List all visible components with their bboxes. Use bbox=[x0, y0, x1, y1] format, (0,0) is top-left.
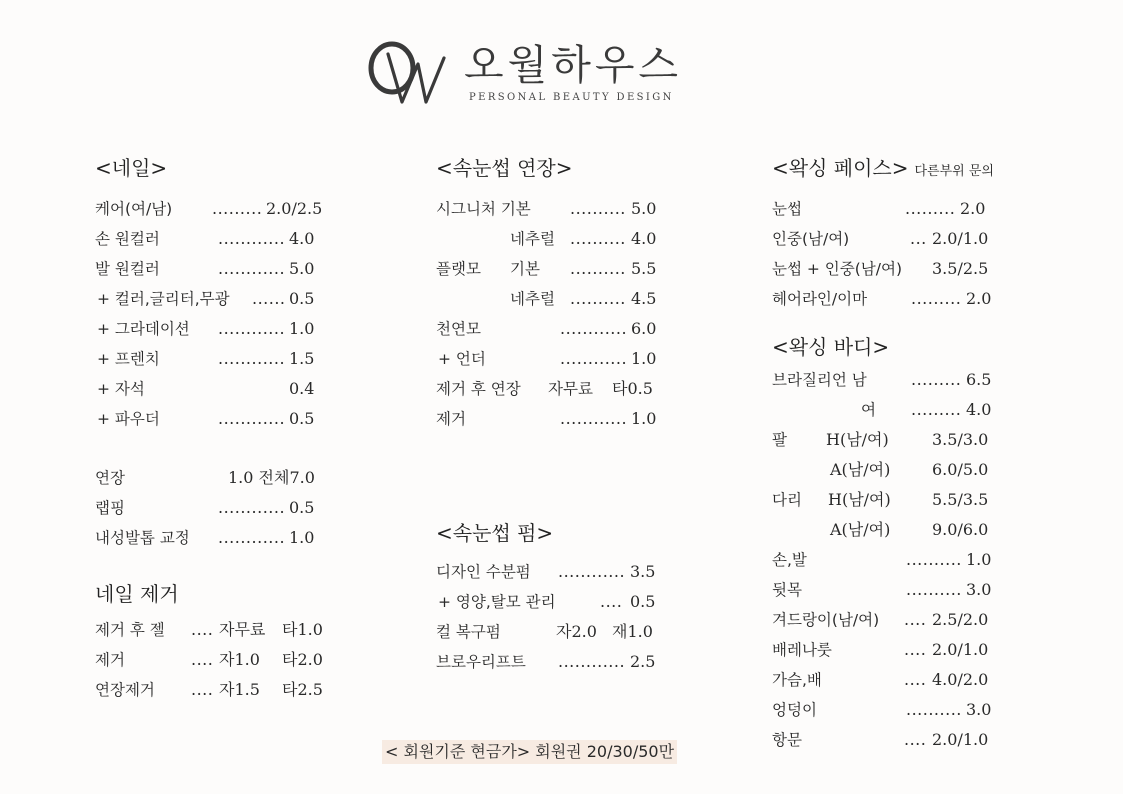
item-dots: .......... bbox=[570, 289, 626, 308]
item-dots: .......... bbox=[570, 199, 626, 218]
item-label: 천연모 bbox=[436, 320, 481, 338]
item-dots: .... bbox=[191, 620, 214, 639]
item-dots: .......... bbox=[906, 580, 962, 599]
item-dots: ............ bbox=[218, 319, 286, 338]
section-title-wax-body: <왁싱 바디> bbox=[772, 335, 890, 359]
item-label: 겨드랑이(남/여) bbox=[772, 611, 880, 629]
item-label: + 그라데이션 bbox=[97, 320, 190, 338]
brand-name: 오월하우스 bbox=[464, 41, 683, 89]
item-price: 6.0/5.0 bbox=[932, 460, 989, 479]
item-price: 3.5 bbox=[630, 562, 656, 581]
item-price: 2.0 bbox=[960, 199, 986, 218]
item-dots: ............ bbox=[558, 562, 626, 581]
item-dots: .... bbox=[191, 650, 214, 669]
item-dots: ............ bbox=[218, 349, 286, 368]
item-dots: ............ bbox=[560, 349, 628, 368]
item-label: 엉덩이 bbox=[772, 701, 817, 719]
item-price: 5.0 bbox=[631, 199, 657, 218]
item-price: 0.5 bbox=[289, 498, 315, 517]
item-dots: .... bbox=[904, 730, 927, 749]
item-label: 브라질리언 남 bbox=[772, 371, 867, 389]
item-label: 발 원컬러 bbox=[95, 260, 160, 278]
section-title-lash-extension: <속눈썹 연장> bbox=[436, 156, 573, 180]
item-dots: ......... bbox=[911, 400, 962, 419]
section-title-nail-removal: 네일 제거 bbox=[95, 582, 179, 606]
ow-monogram-icon bbox=[366, 36, 450, 106]
item-price-own: 자1.0 bbox=[219, 650, 260, 669]
section-title-text: <왁싱 페이스> bbox=[772, 156, 909, 180]
item-label: 팔 bbox=[772, 431, 787, 449]
item-price: 4.0 bbox=[289, 229, 315, 248]
item-label: 내성발톱 교정 bbox=[95, 529, 190, 547]
item-label: 연장 bbox=[95, 469, 125, 487]
item-price: 0.5 bbox=[630, 592, 656, 611]
item-price: 0.4 bbox=[289, 379, 315, 398]
item-label: 디자인 수분펌 bbox=[436, 563, 531, 581]
item-price: 2.5 bbox=[630, 652, 656, 671]
item-label: 플랫모 bbox=[436, 260, 481, 278]
item-dots: ......... bbox=[911, 370, 962, 389]
item-dots: .... bbox=[904, 670, 927, 689]
item-price: 4.5 bbox=[631, 289, 657, 308]
item-price: 4.0/2.0 bbox=[932, 670, 989, 689]
item-price: 2.0/2.5 bbox=[266, 199, 323, 218]
item-label: 눈썹 bbox=[772, 200, 802, 218]
item-dots: .... bbox=[904, 610, 927, 629]
section-note: 다른부위 문의 bbox=[914, 164, 994, 179]
item-dots: ............ bbox=[218, 409, 286, 428]
item-price-other: 타2.0 bbox=[282, 650, 323, 669]
item-dots: .... bbox=[600, 592, 623, 611]
item-price: 5.5/3.5 bbox=[932, 490, 989, 509]
item-label: 제거 후 젤 bbox=[95, 621, 165, 639]
item-dots: .......... bbox=[570, 259, 626, 278]
item-label: 뒷목 bbox=[772, 581, 802, 599]
item-note: 자무료 bbox=[548, 380, 593, 398]
item-sublabel: H(남/여) bbox=[828, 490, 891, 509]
item-label: 배레나룻 bbox=[772, 641, 832, 659]
item-price: 1.0 bbox=[966, 550, 992, 569]
item-price-redo: 재1.0 bbox=[612, 622, 653, 641]
item-dots: ............ bbox=[560, 319, 628, 338]
item-label: 인중(남/여) bbox=[772, 230, 850, 248]
item-dots: .......... bbox=[570, 229, 626, 248]
item-label: 네추럴 bbox=[510, 290, 555, 308]
item-price: 1.5 bbox=[289, 349, 315, 368]
item-label: 브로우리프트 bbox=[436, 653, 526, 671]
item-dots: ............ bbox=[218, 498, 286, 517]
item-price: 3.0 bbox=[966, 580, 992, 599]
item-label: + 언더 bbox=[438, 350, 486, 368]
item-price: 6.5 bbox=[966, 370, 992, 389]
item-price: 1.0 전체7.0 bbox=[228, 468, 315, 487]
item-price: 2.5/2.0 bbox=[932, 610, 989, 629]
membership-footer: < 회원기준 현금가> 회원권 20/30/50만 bbox=[382, 740, 677, 764]
item-price-other: 타2.5 bbox=[282, 680, 323, 699]
item-dots: ......... bbox=[911, 289, 962, 308]
section-title-lash-perm: <속눈썹 펌> bbox=[436, 521, 554, 545]
item-dots: .... bbox=[904, 640, 927, 659]
item-price: 3.0 bbox=[966, 700, 992, 719]
section-title-wax-face bbox=[772, 152, 994, 181]
item-label: + 파우더 bbox=[97, 410, 160, 428]
item-price: 1.0 bbox=[289, 319, 315, 338]
item-dots: .... bbox=[191, 680, 214, 699]
item-sublabel: 기본 bbox=[510, 260, 540, 278]
item-sublabel: H(남/여) bbox=[826, 430, 889, 449]
item-label: + 프렌치 bbox=[97, 350, 160, 368]
item-label: 제거 bbox=[436, 410, 466, 428]
item-label: A(남/여) bbox=[830, 520, 891, 539]
item-dots: ......... bbox=[212, 199, 263, 218]
item-label: + 영양,탈모 관리 bbox=[438, 593, 556, 611]
item-dots: ...... bbox=[252, 289, 286, 308]
item-label: 시그니처 기본 bbox=[436, 200, 531, 218]
item-price-own: 자무료 bbox=[219, 620, 266, 639]
brand-logo bbox=[366, 30, 696, 110]
item-label: 여 bbox=[861, 401, 876, 419]
item-price: 9.0/6.0 bbox=[932, 520, 989, 539]
item-dots: .......... bbox=[906, 700, 962, 719]
item-dots: ............ bbox=[218, 229, 286, 248]
item-label: 제거 bbox=[95, 651, 125, 669]
item-price: 4.0 bbox=[631, 229, 657, 248]
item-price: 5.5 bbox=[631, 259, 657, 278]
item-price: 5.0 bbox=[289, 259, 315, 278]
item-price: 2.0 bbox=[966, 289, 992, 308]
item-label: 케어(여/남) bbox=[95, 200, 173, 218]
item-price: 0.5 bbox=[289, 409, 315, 428]
item-price: 타0.5 bbox=[612, 379, 653, 398]
item-dots: ............ bbox=[560, 409, 628, 428]
item-price: 3.5/2.5 bbox=[932, 259, 989, 278]
item-label: 손 원컬러 bbox=[95, 230, 160, 248]
item-label: 손,발 bbox=[772, 551, 807, 569]
item-dots: ............ bbox=[218, 528, 286, 547]
item-label: 제거 후 연장 bbox=[436, 380, 521, 398]
item-dots: ............ bbox=[218, 259, 286, 278]
item-price: 4.0 bbox=[966, 400, 992, 419]
item-price: 1.0 bbox=[631, 349, 657, 368]
item-dots: ............ bbox=[558, 652, 626, 671]
item-label: 눈썹 + 인중(남/여) bbox=[772, 260, 902, 278]
item-price-own: 자1.5 bbox=[219, 680, 260, 699]
item-price: 2.0/1.0 bbox=[932, 640, 989, 659]
item-label: A(남/여) bbox=[830, 460, 891, 479]
item-price-own: 자2.0 bbox=[556, 622, 597, 641]
item-price-other: 타1.0 bbox=[282, 620, 323, 639]
item-label: 랩핑 bbox=[95, 499, 125, 517]
item-label: 네추럴 bbox=[510, 230, 555, 248]
item-dots: ......... bbox=[905, 199, 956, 218]
item-price: 1.0 bbox=[631, 409, 657, 428]
item-label: 다리 bbox=[772, 491, 802, 509]
item-price: 2.0/1.0 bbox=[932, 730, 989, 749]
item-label: + 자석 bbox=[97, 380, 145, 398]
item-price: 1.0 bbox=[289, 528, 315, 547]
item-price: 3.5/3.0 bbox=[932, 430, 989, 449]
item-label: + 컬러,글리터,무광 bbox=[97, 290, 230, 308]
item-dots: ... bbox=[910, 229, 927, 248]
item-dots: .......... bbox=[906, 550, 962, 569]
item-label: 연장제거 bbox=[95, 681, 155, 699]
item-label: 컬 복구펌 bbox=[436, 623, 501, 641]
item-label: 항문 bbox=[772, 731, 802, 749]
item-price: 0.5 bbox=[289, 289, 315, 308]
section-title-nail: <네일> bbox=[95, 156, 168, 180]
item-label: 헤어라인/이마 bbox=[772, 290, 868, 308]
item-price: 2.0/1.0 bbox=[932, 229, 989, 248]
item-label: 가슴,배 bbox=[772, 671, 822, 689]
brand-tagline: PERSONAL BEAUTY DESIGN bbox=[469, 92, 674, 103]
item-price: 6.0 bbox=[631, 319, 657, 338]
